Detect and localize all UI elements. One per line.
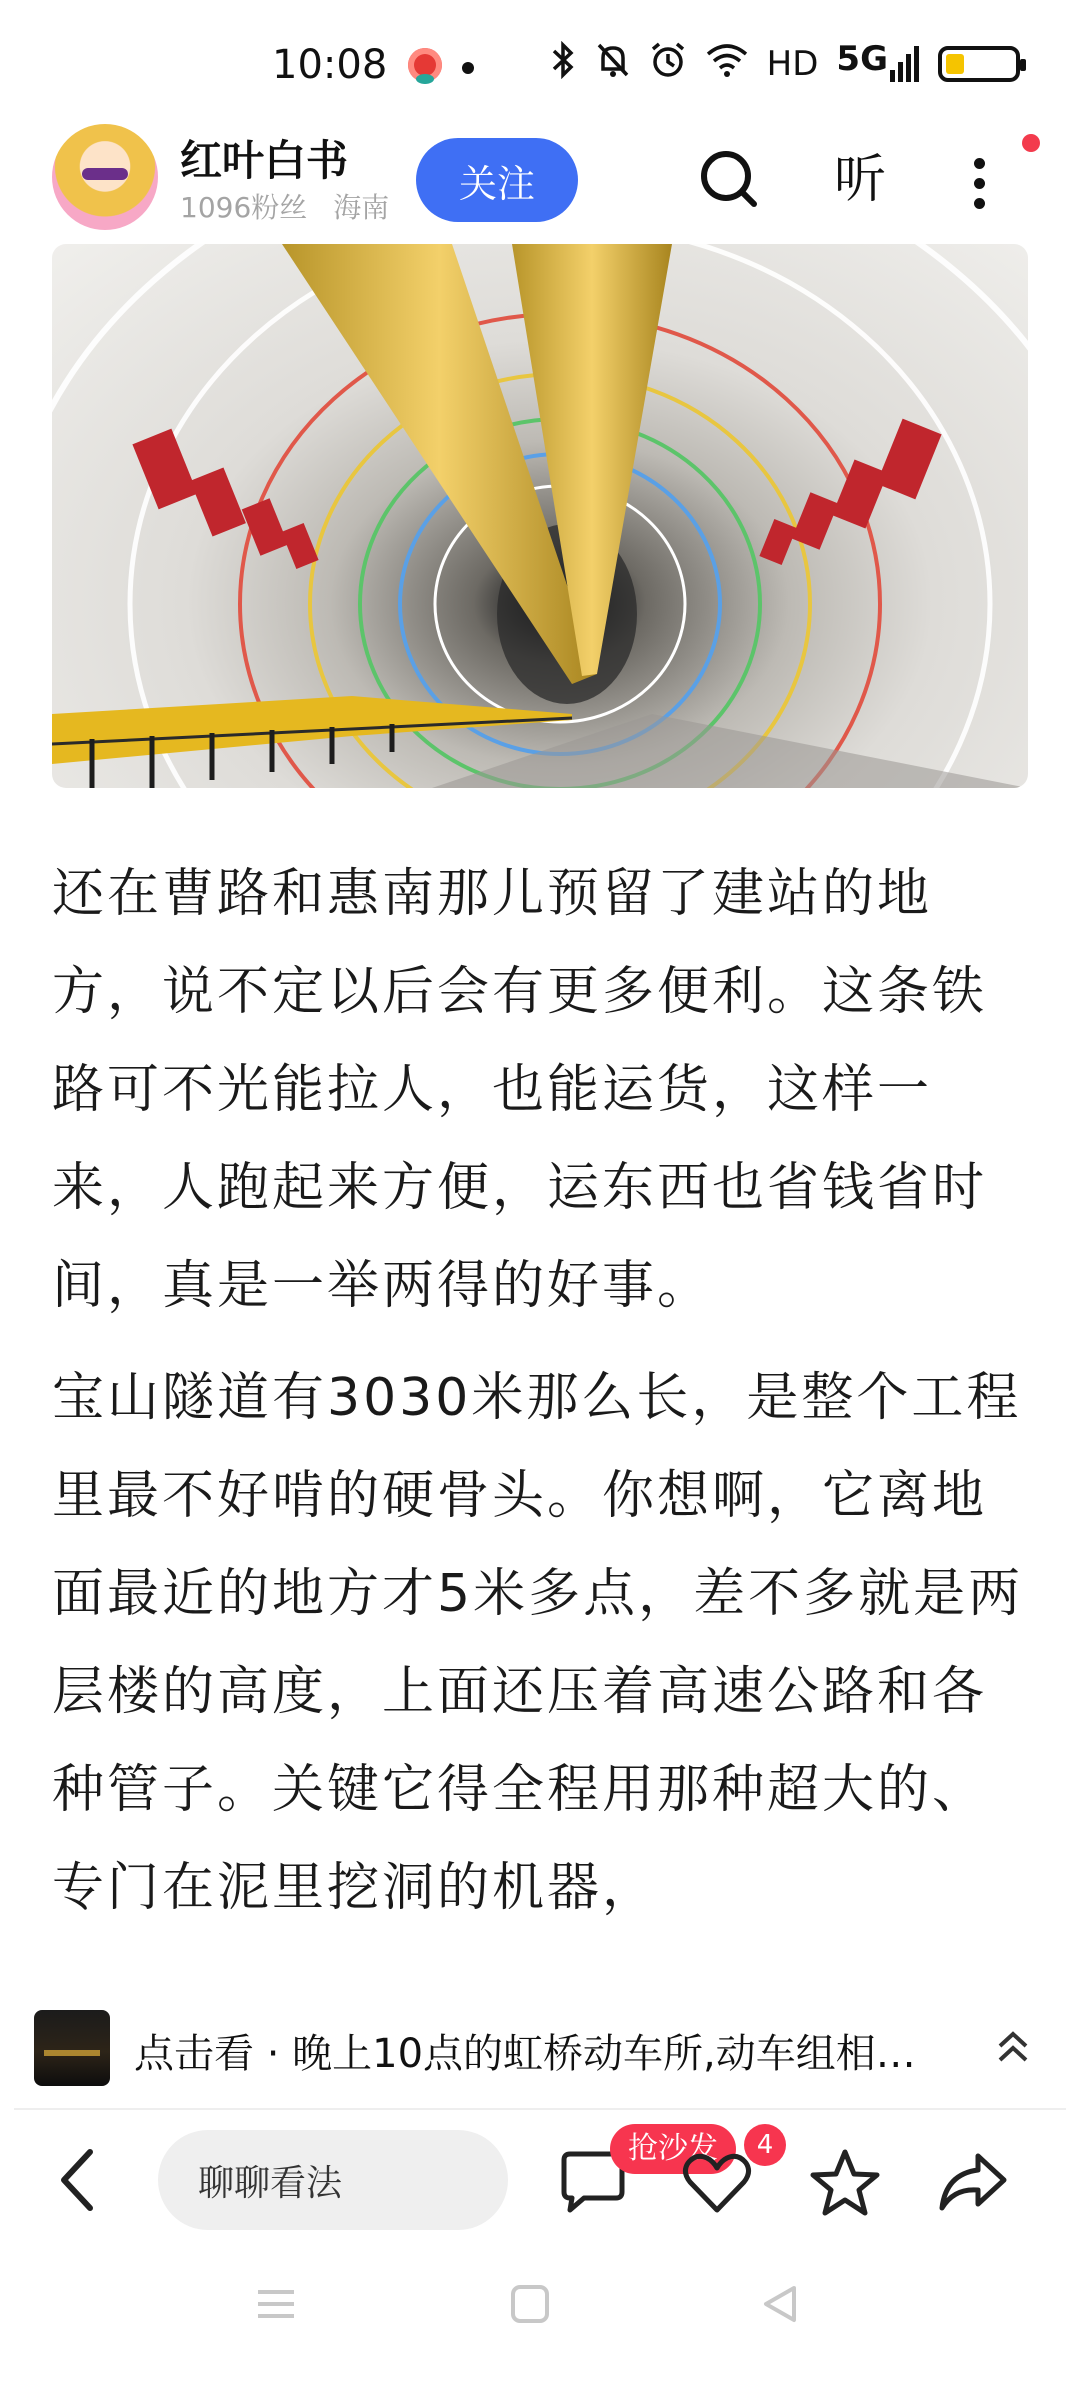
battery-icon [938,46,1020,82]
tunnel-illustration [52,244,1028,788]
article-paragraph: 还在曹路和惠南那儿预留了建站的地方，说不定以后会有更多便利。这条铁路可不光能拉人，也能运货，这样一来，人跑起来方便，运东西也省钱省时间，真是一举两得的好事。 [52,864,988,1316]
wifi-icon [705,42,749,87]
article-image[interactable] [52,244,1028,788]
location-app-icon [408,48,442,82]
bluetooth-icon [551,41,577,88]
comment-input[interactable]: 聊聊看法 [158,2130,508,2230]
toolbar-divider [14,2108,1066,2110]
menu-nav-icon[interactable] [252,2280,300,2328]
follower-count: 1096粉丝 [180,191,308,224]
alarm-icon [649,41,687,88]
follow-button[interactable]: 关注 [416,138,578,222]
like-count-badge: 4 [744,2124,786,2166]
chevron-up-icon[interactable] [990,2020,1036,2076]
author-avatar[interactable] [52,124,158,230]
sofa-badge: 抢沙发 [610,2124,736,2174]
recommendation-text[interactable]: 点击看 · 晚上10点的虹桥动车所,动车组相… [134,2031,916,2077]
signal-icon [836,39,920,82]
system-nav-bar [0,2250,1080,2400]
notification-dot [1022,134,1040,152]
back-arrow-icon[interactable] [44,2130,114,2230]
signal-type: 5G [836,39,888,79]
author-location: 海南 [333,191,390,224]
silent-bell-icon [595,41,631,88]
recommendation-thumbnail[interactable] [34,2010,110,2086]
status-bar [0,0,1080,130]
network-type: HD [766,44,819,84]
notification-dot-icon [462,62,474,74]
article-paragraph: 宝山隧道有3030米那么长，是整个工程里最不好啃的硬骨头。你想啊，它离地面最近的地方才5米多点，差不多就是两层楼的高度，上面还压着高速公路和各种管子。关键它得全程用那种超大的、专门在泥里挖洞的机器， [52,1368,1024,1918]
share-icon[interactable] [928,2138,1018,2228]
listen-button[interactable]: 听 [833,150,886,210]
favorite-star-icon[interactable] [800,2138,890,2228]
author-meta [180,186,389,226]
search-icon[interactable] [690,140,770,220]
status-icons [551,36,1020,92]
home-nav-icon[interactable] [506,2280,554,2328]
status-time: 10:08 [272,42,388,88]
more-menu-icon[interactable] [950,140,1010,220]
article-body [52,845,1030,1951]
back-nav-icon[interactable] [756,2280,804,2328]
author-name[interactable]: 红叶白书 [180,136,349,185]
